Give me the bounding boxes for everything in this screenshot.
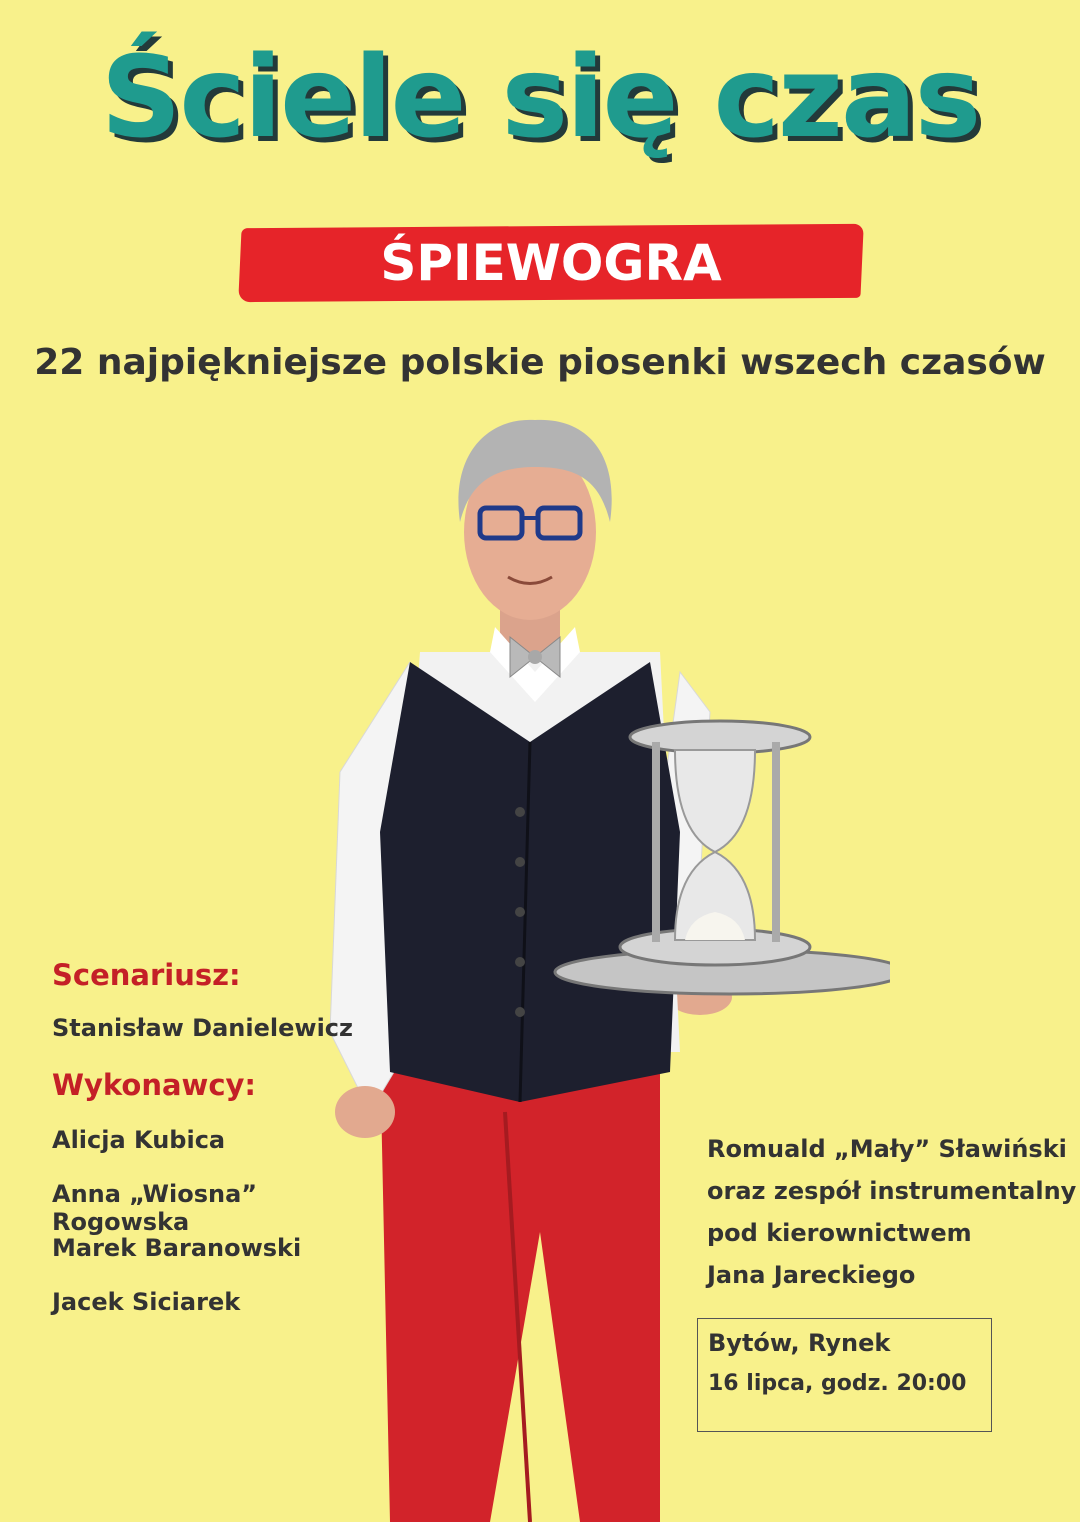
banner-label: ŚPIEWOGRA xyxy=(380,234,722,292)
band-line: Jana Jareckiego xyxy=(707,1261,916,1289)
poster-title: Ściele się czas xyxy=(100,33,980,163)
performer-name: Marek Baranowski xyxy=(52,1234,302,1262)
script-author: Stanisław Danielewicz xyxy=(52,1014,353,1042)
band-line: Romuald „Mały” Sławiński xyxy=(707,1135,1067,1163)
band-line: pod kierownictwem xyxy=(707,1219,972,1247)
script-label: Scenariusz: xyxy=(52,958,241,992)
band-line: oraz zespół instrumentalny xyxy=(707,1177,1077,1205)
performers-label: Wykonawcy: xyxy=(52,1068,257,1102)
poster-subtitle: 22 najpiękniejsze polskie piosenki wszech czasów xyxy=(34,342,1046,383)
date-time: 16 lipca, godz. 20:00 xyxy=(708,1371,967,1396)
left-hand xyxy=(335,1086,395,1138)
venue: Bytów, Rynek xyxy=(708,1329,891,1357)
red-trousers xyxy=(380,1052,660,1522)
venue-box xyxy=(697,1318,992,1432)
band-credits xyxy=(707,1128,1077,1296)
performer-name: Jacek Siciarek xyxy=(52,1288,241,1316)
performer-name: Anna „Wiosna” Rogowska xyxy=(52,1180,258,1236)
performer-name: Alicja Kubica xyxy=(52,1126,226,1154)
